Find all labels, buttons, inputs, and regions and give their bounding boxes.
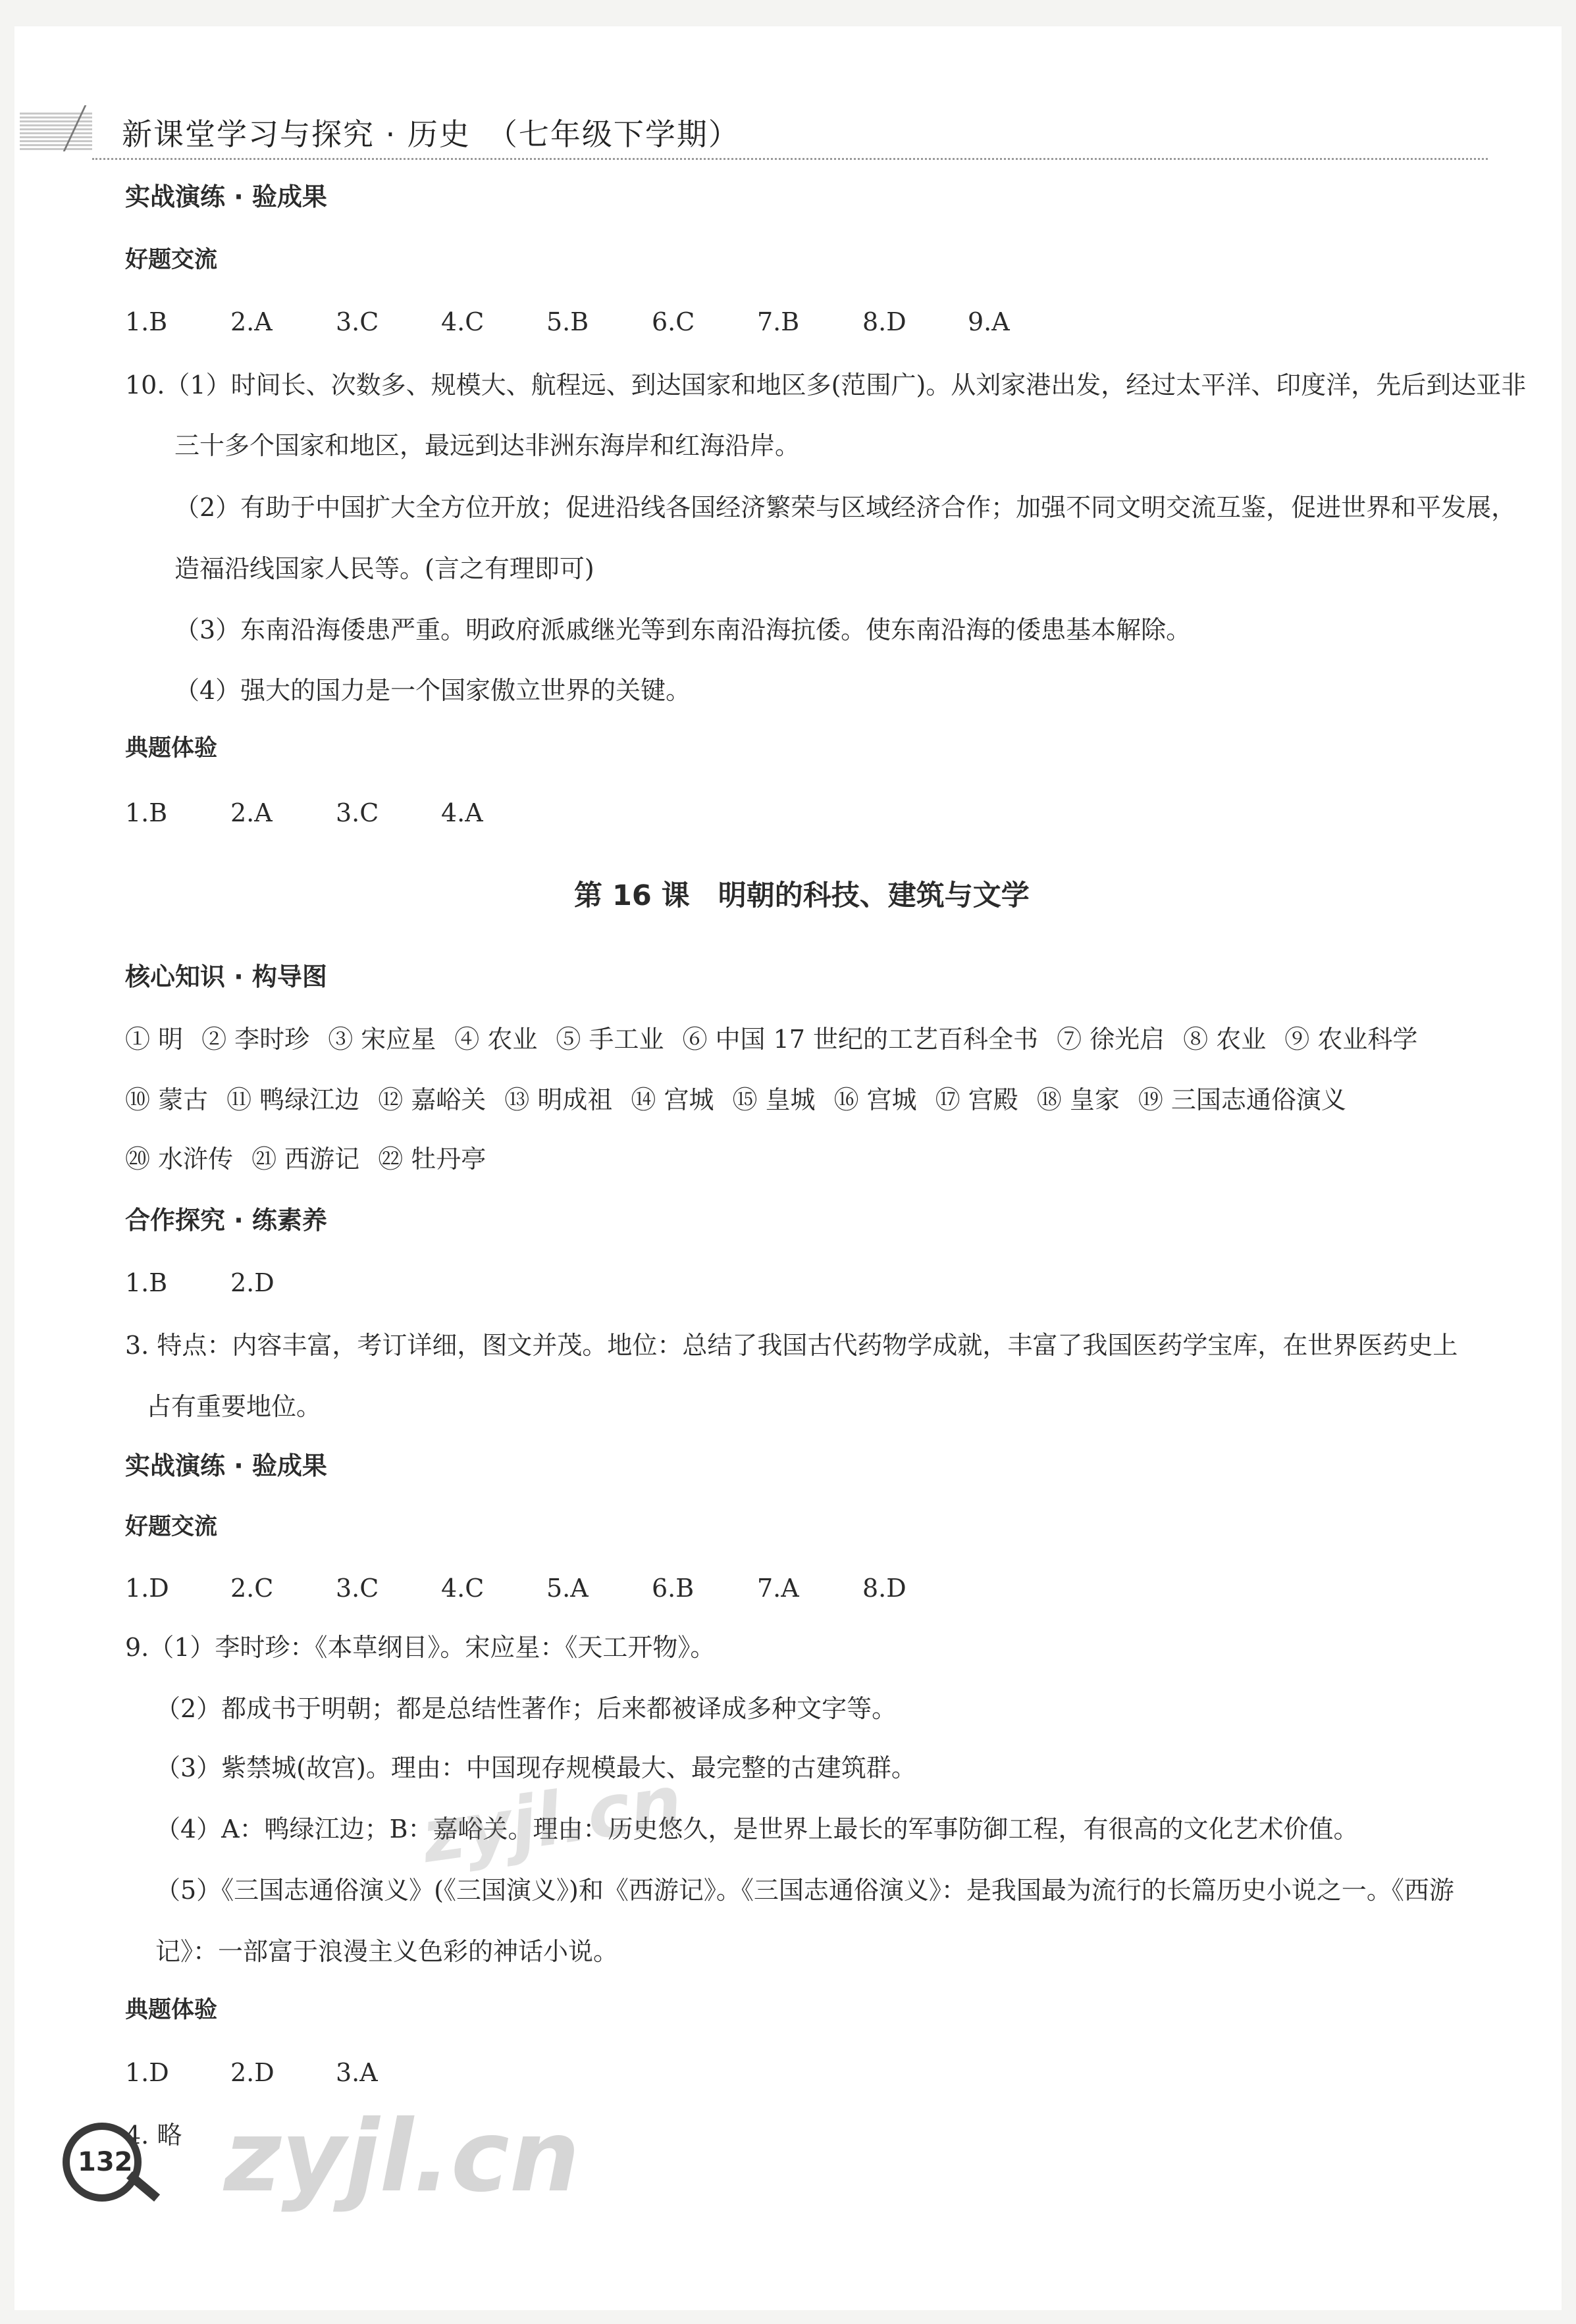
answer-item: 2.C xyxy=(230,1574,274,1603)
answer-text: 造福沿线国家人民等。(言之有理即可) xyxy=(174,554,594,583)
knowledge-row xyxy=(125,1087,1365,1112)
subsection-heading: 好题交流 xyxy=(125,247,218,273)
knowledge-item: ㉑ 西游记 xyxy=(251,1145,360,1174)
answer-text: （4）强大的国力是一个国家傲立世界的关键。 xyxy=(174,676,691,705)
knowledge-item: ⑧ 农业 xyxy=(1183,1025,1267,1054)
answer-item: 6.C xyxy=(652,307,695,336)
watermark-small: zyjl.cn xyxy=(417,1759,687,1879)
header-title: 新课堂学习与探究 · 历史 （七年级下学期） xyxy=(122,116,740,152)
subsection-heading: 典题体验 xyxy=(125,735,218,762)
answer-item: 2.D xyxy=(230,2058,275,2087)
answer-item: 1.B xyxy=(125,1268,168,1297)
answer-item: 3.C xyxy=(336,798,379,827)
answer-text: （3）东南沿海倭患严重。明政府派戚继光等到东南沿海抗倭。使东南沿海的倭患基本解除。 xyxy=(174,615,1192,644)
knowledge-item: ⑯ 宫城 xyxy=(833,1085,917,1114)
answer-row xyxy=(125,309,1073,334)
answer-row xyxy=(125,1576,968,1601)
answer-row xyxy=(125,1270,336,1295)
watermark-large: zyjl.cn xyxy=(224,2100,580,2214)
answer-text: （4）A：鸭绿江边；B：嘉峪关。理由：历史悠久，是世界上最长的军事防御工程，有很高的文化艺术价值。 xyxy=(155,1815,1359,1844)
answer-item: 1.B xyxy=(125,307,168,336)
answer-item: 8.D xyxy=(862,307,906,336)
answer-item: 3.C xyxy=(336,307,379,336)
knowledge-item: ⑥ 中国 17 世纪的工艺百科全书 xyxy=(682,1025,1039,1054)
knowledge-row xyxy=(125,1147,504,1172)
answer-text: 4. 略 xyxy=(125,2121,182,2150)
knowledge-item: ⑦ 徐光启 xyxy=(1057,1025,1165,1054)
knowledge-item: ⑱ 皇家 xyxy=(1036,1085,1120,1114)
answer-item: 7.A xyxy=(757,1574,799,1603)
answer-item: 1.D xyxy=(125,1574,169,1603)
knowledge-item: ㉒ 牡丹亭 xyxy=(378,1145,486,1174)
answer-item: 4.C xyxy=(441,1574,485,1603)
answer-text: （5）《三国志通俗演义》(《三国演义》)和《西游记》。《三国志通俗演义》：是我国最为流行的长篇历史小说之一。《西游 xyxy=(155,1876,1454,1905)
answer-item: 1.B xyxy=(125,798,168,827)
answer-item: 2.D xyxy=(230,1268,275,1297)
knowledge-row xyxy=(125,1027,1436,1052)
subsection-heading: 好题交流 xyxy=(125,1514,218,1540)
knowledge-item: ⑤ 手工业 xyxy=(556,1025,664,1054)
answer-row xyxy=(125,2060,441,2085)
knowledge-item: ⑪ 鸭绿江边 xyxy=(226,1085,360,1114)
page-number: 132 xyxy=(78,2147,133,2177)
subsection-heading: 典题体验 xyxy=(125,1997,218,2023)
answer-text: （2）都成书于明朝；都是总结性著作；后来都被译成多种文字等。 xyxy=(155,1694,897,1723)
answer-text: 9.（1）李时珍：《本草纲目》。宋应星：《天工开物》。 xyxy=(125,1633,716,1662)
answer-item: 8.D xyxy=(862,1574,906,1603)
knowledge-item: ⑩ 蒙古 xyxy=(125,1085,209,1114)
knowledge-item: ⑳ 水浒传 xyxy=(125,1145,234,1174)
answer-item: 1.D xyxy=(125,2058,169,2087)
answer-text: 占有重要地位。 xyxy=(146,1392,322,1421)
knowledge-item: ⑫ 嘉峪关 xyxy=(378,1085,486,1114)
knowledge-item: ⑰ 宫殿 xyxy=(935,1085,1018,1114)
answer-text: 三十多个国家和地区，最远到达非洲东海岸和红海沿岸。 xyxy=(174,431,801,460)
knowledge-item: ⑮ 皇城 xyxy=(732,1085,816,1114)
answer-item: 3.C xyxy=(336,1574,379,1603)
answer-item: 5.B xyxy=(546,307,589,336)
answer-item: 9.A xyxy=(968,307,1010,336)
section-heading: 实战演练 · 验成果 xyxy=(125,182,327,211)
answer-item: 3.A xyxy=(336,2058,378,2087)
knowledge-item: ⑭ 宫城 xyxy=(631,1085,714,1114)
answer-text: （2）有助于中国扩大全方位开放；促进沿线各国经济繁荣与区域经济合作；加强不同文明交流互鉴，促进世界和平发展， xyxy=(174,493,1517,522)
section-heading: 实战演练 · 验成果 xyxy=(125,1451,327,1480)
knowledge-item: ② 李时珍 xyxy=(201,1025,310,1054)
answer-item: 5.A xyxy=(546,1574,589,1603)
answer-row xyxy=(125,800,546,825)
knowledge-item: ⑬ 明成祖 xyxy=(504,1085,613,1114)
answer-item: 2.A xyxy=(230,798,273,827)
answer-text: （3）紫禁城(故宫)。理由：中国现存规模最大、最完整的古建筑群。 xyxy=(155,1753,916,1782)
header-divider xyxy=(92,158,1488,160)
knowledge-item: ① 明 xyxy=(125,1025,184,1054)
answer-item: 7.B xyxy=(757,307,800,336)
section-heading: 合作探究 · 练素养 xyxy=(125,1206,327,1235)
knowledge-item: ⑲ 三国志通俗演义 xyxy=(1138,1085,1346,1114)
section-heading: 核心知识 · 构导图 xyxy=(125,962,327,991)
answer-text: 记》：一部富于浪漫主义色彩的神话小说。 xyxy=(155,1937,619,1966)
answer-item: 6.B xyxy=(652,1574,695,1603)
answer-item: 2.A xyxy=(230,307,273,336)
lesson-title: 第 16 课 明朝的科技、建筑与文学 xyxy=(574,879,1030,912)
answer-text: 10.（1）时间长、次数多、规模大、航程远、到达国家和地区多(范围广)。从刘家港出发，经过太平洋、印度洋，先后到达亚非 xyxy=(125,371,1527,400)
answer-text: 3. 特点：内容丰富，考订详细，图文并茂。地位：总结了我国古代药物学成就，丰富了我国医药学宝库，在世界医药史上 xyxy=(125,1331,1458,1360)
answer-item: 4.C xyxy=(441,307,485,336)
knowledge-item: ③ 宋应星 xyxy=(328,1025,436,1054)
answer-item: 4.A xyxy=(441,798,483,827)
knowledge-item: ⑨ 农业科学 xyxy=(1284,1025,1418,1054)
knowledge-item: ④ 农业 xyxy=(454,1025,538,1054)
